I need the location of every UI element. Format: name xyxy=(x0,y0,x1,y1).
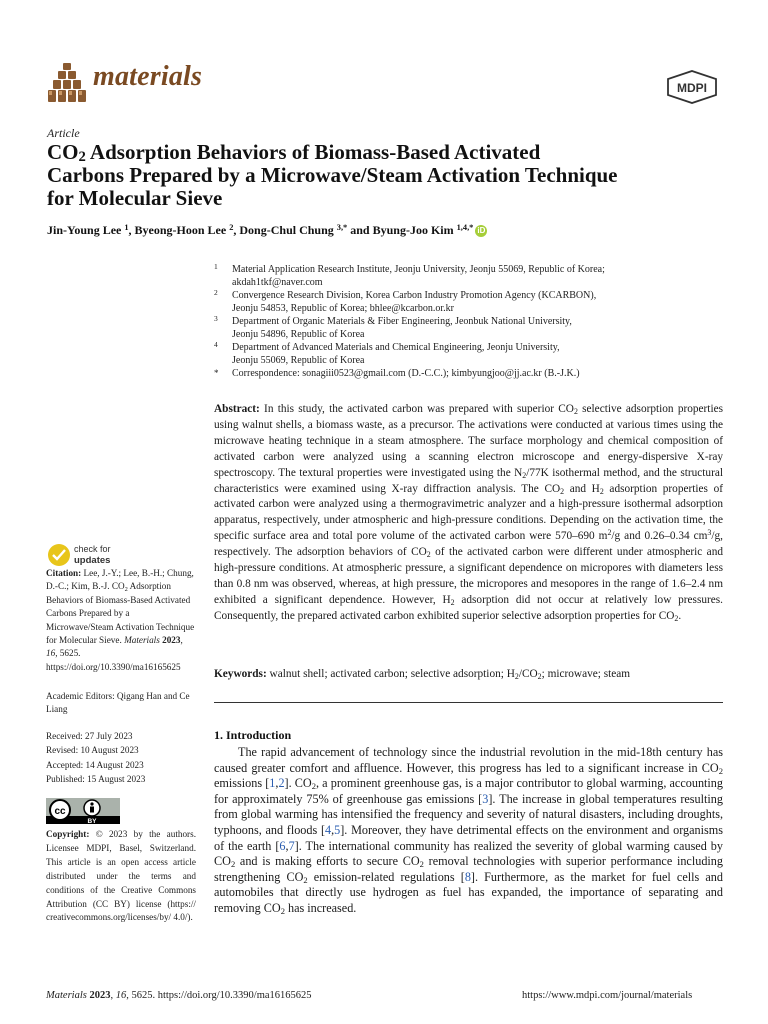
reference-link[interactable]: 4 xyxy=(325,822,332,837)
section-heading: 1. Introduction xyxy=(214,728,292,742)
svg-text:cc: cc xyxy=(54,806,66,817)
date-received: Received: 27 July 2023 xyxy=(46,731,133,741)
reference-link[interactable]: 7 xyxy=(288,838,295,853)
reference-link[interactable]: 5 xyxy=(334,822,341,837)
affiliation-item: 3 Department of Organic Materials & Fiber Engineering, Jeonbuk National University, Jeonju 54896, Republic of Korea xyxy=(214,314,572,340)
svg-text:updates: updates xyxy=(74,555,111,566)
materials-logo-icon xyxy=(46,60,90,104)
keywords: Keywords: walnut shell; activated carbon; selective adsorption; $H_2/CO_2$; microwave; steam xyxy=(214,668,631,681)
copyright-notice: Copyright: © 2023 by the authors. Licensee MDPI, Basel, Switzerland. This article is an open access article distributed under the terms and conditions of the Creative Commons Attribution (CC BY) license (https:// creativecommons.org/licenses/by/ 4.0/). xyxy=(46,829,196,923)
author-name: Byung-Joo Kim xyxy=(372,223,454,237)
footer-citation: Materials 2023, 16, 5625. https://doi.org/10.3390/ma16165625 xyxy=(46,990,312,1001)
author-name: Jin-Young Lee xyxy=(47,223,122,237)
reference-link[interactable]: 2 xyxy=(278,776,285,791)
introduction-paragraph: The rapid advancement of technology since the industrial revolution in the mid-18th century has caused greater comfort and affluence. However, this progress has led to a significant increase in $CO_2$ emissions [1,2]. $CO_2$, a prominent greenhouse gas, is a major contributor to global warming, accounting for approximately 75% of greenhouse gas emissions [3]. The increase in global temperatures resulting from global warming has intensified the frequency and severity of natural disasters, including droughts, typhoons, and floods [4,5]. Moreover, they have detrimental effects on the environment and organisms of the earth [6,7]. The international community has realized the severity of global warming caused by $CO_2$ and is making efforts to secure $CO_2$ removal technologies with superior performance including strengthening $CO_2$ emission-related regulations [8]. Furthermore, as the market for fuel cells and automobiles that directly use hydrogen as fuel has expanded, the importance of separating and removing $CO_2$ has increased. xyxy=(214,745,723,916)
author-list: Jin-Young Lee $^1$, Byeong-Hoon Lee $^2$, Dong-Chul Chung $^{3,*}$ and Byung-Joo Kim $^{1,4,*}$ iD xyxy=(47,223,486,237)
author-name: Byeong-Hoon Lee xyxy=(134,223,227,237)
cc-by-license-badge[interactable] xyxy=(46,798,120,824)
reference-link[interactable]: 6 xyxy=(279,838,286,853)
publication-dates xyxy=(46,729,196,786)
affiliation-item: 1 Material Application Research Institute, Jeonju University, Jeonju 55069, Republic of Korea; akdah1tkf@naver.com xyxy=(214,262,605,288)
reference-link[interactable]: 3 xyxy=(482,791,489,806)
author-name: Dong-Chul Chung xyxy=(239,223,334,237)
date-published: Published: 15 August 2023 xyxy=(46,773,146,784)
paper-title: $CO_2$ Adsorption Behaviors of Biomass-Based Activated Carbons Prepared by a Microwave/Steam Activation Technique for Molecular Sieve xyxy=(47,140,618,210)
svg-text:check for: check for xyxy=(74,544,111,554)
abstract: Abstract: In this study, the activated carbon was prepared with superior $CO_2$ selective adsorption properties using walnut shells, a biomass waste, as a precursor. The activations were conducted at various times using the microwave heating technique in a steam atmosphere. The surface morphology and chemical composition of activated carbon were analyzed using a scanning electron microscope and energy-dispersive X-ray spectroscopy. The textural properties were investigated using the $N_2/77K$ isothermal method, and the structural characteristics were examined using X-ray diffraction analysis. The $CO_2$ and $H_2$ adsorption properties of activated carbon were analyzed using a thermogravimetric analyzer and a high-pressure isothermal adsorption apparatus, respectively, under atmospheric and high-pressure conditions. Depending on the activation time, the specific surface area and total pore volume of the activated carbon were 570–690 $m^2/g$ and 0.26–0.34 $cm^3/g$, respectively. The adsorption behaviors of $CO_2$ of the activated carbon were different under atmospheric and high-pressure conditions. At atmospheric pressure, a significant dependence on micropores with diameters less than 0.8 nm was observed, whereas, at high pressure, the micropores and mesopores in the range of 1.6–2.4 nm exhibited a significant dependence. However, $H_2$ adsorption did not occur at relatively low pressures. Consequently, the prepared activated carbon exhibited superior selective adsorption properties for $CO_2$. xyxy=(214,403,723,623)
orcid-icon[interactable]: iD xyxy=(477,226,486,236)
abstract-label: Abstract: xyxy=(214,403,260,415)
publisher-name: MDPI xyxy=(677,81,707,95)
date-revised: Revised: 10 August 2023 xyxy=(46,745,139,756)
citation-block: Citation: Lee, J.-Y.; Lee, B.-H.; Chung, D.-C.; Kim, B.-J. $CO_2$ Adsorption Behaviors of Biomass-Based Activated Carbons Prepared by a Microwave/Steam Activation Technique for Molecular Sieve. Materials 2023, 16, 5625. https://doi.org/10.3390/ma16165625 xyxy=(46,568,195,672)
article-type: Article xyxy=(47,126,80,140)
reference-link[interactable]: 1 xyxy=(269,776,276,791)
reference-link[interactable]: 8 xyxy=(464,869,471,884)
academic-editors: Academic Editors: Qigang Han and Ce Liang xyxy=(46,691,190,715)
check-for-updates-badge[interactable] xyxy=(46,541,156,569)
affiliation-item: 2 Convergence Research Division, Korea Carbon Industry Promotion Agency (KCARBON), Jeonju 54853, Republic of Korea; bhlee@kcarbon.or.kr xyxy=(214,288,597,314)
date-accepted: Accepted: 14 August 2023 xyxy=(46,759,144,770)
affiliation-item: 4 Department of Advanced Materials and Chemical Engineering, Jeonju University, Jeonju 55069, Republic of Korea xyxy=(214,340,560,366)
mdpi-logo[interactable] xyxy=(666,70,718,104)
section-divider xyxy=(214,702,723,703)
journal-url-link[interactable]: https://www.mdpi.com/journal/materials xyxy=(522,990,693,1001)
keywords-label: Keywords: xyxy=(214,668,267,680)
journal-name: materials xyxy=(93,61,203,92)
affiliations xyxy=(214,263,724,380)
svg-text:BY: BY xyxy=(87,818,97,824)
correspondence: * Correspondence: sonagiii0523@gmail.com (D.-C.C.); kimbyungjoo@jj.ac.kr (B.-J.K.) xyxy=(214,368,580,379)
